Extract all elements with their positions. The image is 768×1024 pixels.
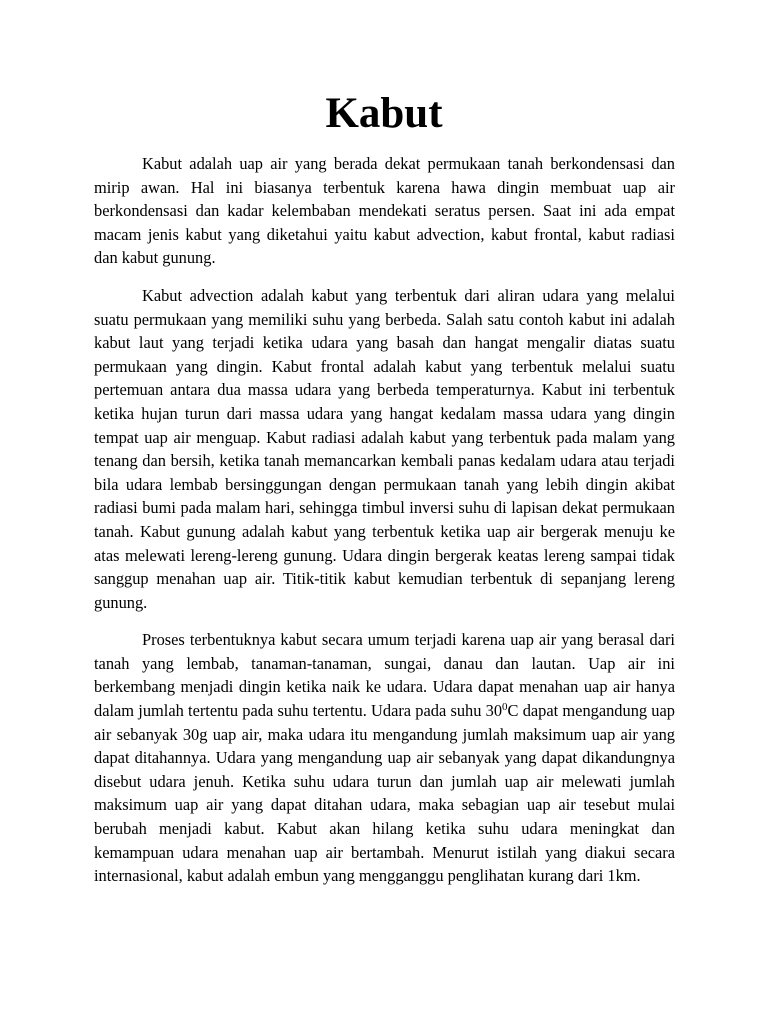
degree-superscript: 0 xyxy=(502,701,508,714)
paragraph-3-part-1: Proses terbentuknya kabut secara umum terjadi karena uap air yang berasal dari tanah yang lembab, tanaman-tanaman, sungai, danau dan lautan. Uap air ini berkembang menjadi dingin ketika naik ke udara. Udara dapat menahan uap air hanya dalam jumlah tertentu pada suhu tertentu. Udara pada suhu 30 xyxy=(94,630,675,721)
paragraph-1: Kabut adalah uap air yang berada dekat permukaan tanah berkondensasi dan mirip awan. Hal ini biasanya terbentuk karena hawa dingin membuat uap air berkondensasi dan kadar kelembaban mendekati seratus persen. Saat ini ada empat macam jenis kabut yang diketahui yaitu kabut advection, kabut frontal, kabut radiasi dan kabut gunung. xyxy=(94,154,675,268)
document-title: Kabut xyxy=(325,90,443,137)
document-body xyxy=(94,152,675,902)
paragraph-3 xyxy=(94,628,675,888)
paragraph-2: Kabut advection adalah kabut yang terbentuk dari aliran udara yang melalui suatu permukaan yang memiliki suhu yang berbeda. Salah satu contoh kabut ini adalah kabut laut yang terjadi ketika udara yang basah dan hangat mengalir diatas suatu permukaan yang dingin. Kabut frontal adalah kabut yang terbentuk melalui suatu pertemuan antara dua massa udara yang berbeda temperaturnya. Kabut ini terbentuk ketika hujan turun dari massa udara yang hangat kedalam massa udara yang dingin tempat uap air menguap. Kabut radiasi adalah kabut yang terbentuk pada malam yang tenang dan bersih, ketika tanah memancarkan kembali panas kedalam udara atau terjadi bila udara lembab bersinggungan dengan permukaan tanah yang lebih dingin akibat radiasi bumi pada malam hari, sehingga timbul inversi suhu di lapisan dekat permukaan tanah. Kabut gunung adalah kabut yang terbentuk ketika uap air bergerak menuju ke atas melewati lereng-lereng gunung. Udara dingin bergerak keatas lereng sampai tidak sanggup menahan uap air. Titik-titik kabut kemudian terbentuk di sepanjang lereng gunung. xyxy=(94,285,675,612)
paragraph-3-part-2: C dapat mengandung uap air sebanyak 30g uap air, maka udara itu mengandung jumlah maksimum uap air yang dapat ditahannya. Udara yang mengandung uap air sebanyak yang dapat dikandungnya disebut udara jenuh. Ketika suhu udara turun dan jumlah uap air melewati jumlah maksimum uap air yang dapat ditahan udara, maka sebagian uap air tesebut mulai berubah menjadi kabut. Kabut akan hilang ketika suhu udara meningkat dan kemampuan udara menahan uap air bertambah. Menurut istilah yang diakui secara internasional, kabut adalah embun yang mengganggu penglihatan kurang dari 1km. xyxy=(94,701,675,886)
